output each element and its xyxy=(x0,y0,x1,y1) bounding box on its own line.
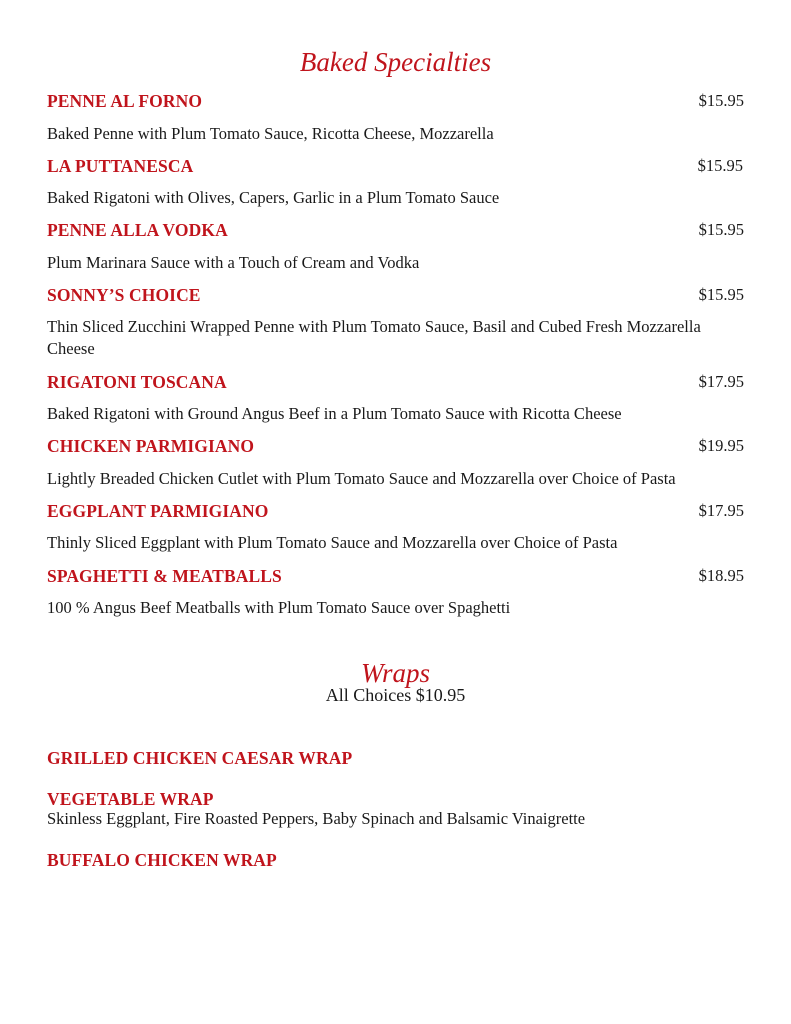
menu-item-name: CHICKEN PARMIGIANO xyxy=(47,436,255,456)
menu-item-name: PENNE ALLA VODKA xyxy=(47,220,228,240)
wraps-section-subtitle: All Choices $10.95 xyxy=(325,685,466,705)
menu-item-price: $15.95 xyxy=(697,156,743,175)
menu-item-price: $15.95 xyxy=(698,91,744,110)
menu-item-description: Baked Rigatoni with Ground Angus Beef in a Plum Tomato Sauce with Ricotta Cheese xyxy=(47,404,622,423)
menu-item-name: LA PUTTANESCA xyxy=(47,156,194,176)
menu-item-price: $19.95 xyxy=(698,436,744,455)
wrap-item-name: GRILLED CHICKEN CAESAR WRAP xyxy=(47,748,353,768)
menu-item-name: EGGPLANT PARMIGIANO xyxy=(47,501,269,521)
menu-item-description: Baked Penne with Plum Tomato Sauce, Ricotta Cheese, Mozzarella xyxy=(47,124,494,143)
menu-item-price: $15.95 xyxy=(698,220,744,239)
menu-item-price: $15.95 xyxy=(698,285,744,304)
menu-item-price: $17.95 xyxy=(698,501,744,520)
menu-item-description: Thin Sliced Zucchini Wrapped Penne with Plum Tomato Sauce, Basil and Cubed Fresh Mozzarella Cheese xyxy=(47,317,701,358)
menu-item-price: $18.95 xyxy=(698,566,744,585)
menu-item-description: Baked Rigatoni with Olives, Capers, Garlic in a Plum Tomato Sauce xyxy=(47,188,500,207)
wrap-item-description: Skinless Eggplant, Fire Roasted Peppers, Baby Spinach and Balsamic Vinaigrette xyxy=(47,809,586,828)
menu-item-name: PENNE AL FORNO xyxy=(47,91,203,111)
menu-item-description: Thinly Sliced Eggplant with Plum Tomato Sauce and Mozzarella over Choice of Pasta xyxy=(47,533,618,552)
menu-item-price: $17.95 xyxy=(698,372,744,391)
menu-item-name: RIGATONI TOSCANA xyxy=(47,372,227,392)
menu-item-name: SPAGHETTI & MEATBALLS xyxy=(47,566,282,586)
baked-section-title: Baked Specialties xyxy=(299,47,492,77)
wrap-item-name: VEGETABLE WRAP xyxy=(47,789,214,809)
wraps-section-title: Wraps xyxy=(360,658,431,688)
menu-item-description: Plum Marinara Sauce with a Touch of Cream and Vodka xyxy=(47,253,420,272)
menu-item-name: SONNY’S CHOICE xyxy=(47,285,201,305)
menu-item-description: Lightly Breaded Chicken Cutlet with Plum Tomato Sauce and Mozzarella over Choice of Pasta xyxy=(47,469,676,488)
menu-item-description: 100 % Angus Beef Meatballs with Plum Tomato Sauce over Spaghetti xyxy=(47,598,511,617)
wrap-item-name: BUFFALO CHICKEN WRAP xyxy=(47,850,277,870)
